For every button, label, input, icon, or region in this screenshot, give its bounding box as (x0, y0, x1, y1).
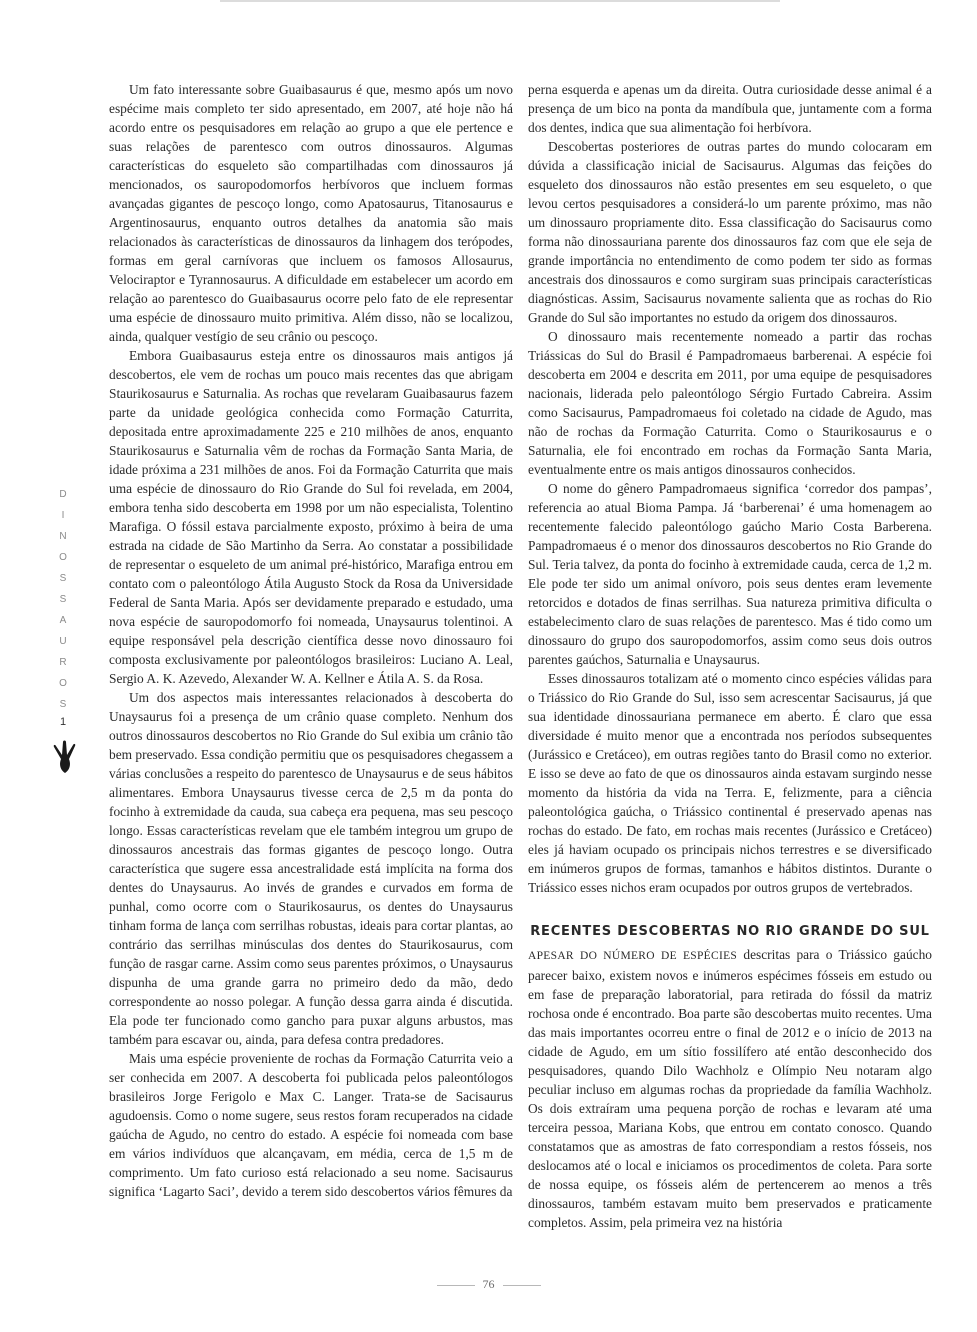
side-letter: O (59, 552, 67, 563)
side-letter: D (59, 489, 67, 500)
side-letter: S (59, 573, 67, 584)
chapter-side-label (56, 484, 70, 715)
body-paragraph: perna esquerda e apenas um da direita. Outra curiosidade desse animal é a presença de um bico na ponta da mandíbula que, juntamente com a forma dos dentes, indica que sua alimentação foi herbívora. (528, 82, 932, 135)
side-letter: I (61, 510, 65, 521)
dinosaur-footprint-icon (50, 740, 80, 774)
left-column (109, 80, 513, 1201)
body-paragraph: Embora Guaibasaurus esteja entre os dinossauros mais antigos já descobertos, ele vem de rochas um pouco mais recentes das que abrigam Staurikosaurus e Saturnalia. As rochas que revelaram Guaibasaurus fazem parte da unidade geológica conhecida como Formação Caturrita, depositada entre aproximadamente 225 e 210 milhões de anos, enquanto Staurikosaurus e Saturnalia vêm de rochas da Formação Santa Maria, de idade próxima a 231 milhões de anos. Foi da Formação Caturrita que mais uma espécie de dinossauro do Rio Grande do Sul foi revelada, em 2004, embora tenha sido descoberta em 1998 por um não especialista, Tolentino Marafiga. O fóssil estava parcialmente exposto, próximo à beira de uma estrada na cidade de São Martinho da Serra. Ao constatar a possibilidade de representar o esqueleto de um animal pré-histórico, Marafiga entrou em contato com o paleontólogo Átila Augusto Stock da Rosa da Universidade Federal de Santa Maria. Após ser devidamente preparado e estudado, uma nova espécie de sauropodomorfo foi nomeada, Unaysaurus tolentinoi. A equipe responsável pela descrição científica desse novo dinossauro foi composta exclusivamente por paleontólogos brasileiros: Luciano A. Leal, Sergio A. K. Azevedo, Alexander W. A. Kellner e Átila A. S. da Rosa. (109, 348, 513, 686)
side-letter: A (59, 615, 67, 626)
section-body: descritas para o Triássico gaúcho parecer baixo, existem novos e inúmeros espécimes fósseis em estudo ou em fase de preparação laboratorial, para retirada do fóssil da matriz rochosa onde é encontrado. Boa parte são descobertas muito recentes. Uma das mais importantes ocorreu entre o final de 2012 e o início de 2013 na cidade de Agudo, em um sítio fossilífero até então desconhecido dos pesquisadores, quando Dilo Wachholz e Olímpio Neu notaram algo peculiar incluso em algumas rochas da propriedade da família Wachholz. Os dois extraíram uma pequena porção de rochas e levaram até uma terceira pessoa, Mariana Kobs, que entrou em contato conosco. Quando constatamos que as amostras de fato correspondiam a restos fósseis, nos deslocamos até o local e iniciamos os procedimentos de coleta. Para sorte de nossa equipe, os fósseis além de pertencerem ao menos a três dinossauros, também estavam muito bem preservados e praticamente completos. Assim, pela primeira vez na história (528, 947, 932, 1230)
section-lead-in: APESAR DO NÚMERO DE ESPÉCIES (528, 950, 738, 962)
page-footer (0, 1277, 977, 1292)
side-letter: S (59, 594, 67, 605)
body-paragraph: Mais uma espécie proveniente de rochas da Formação Caturrita veio a ser conhecida em 2007. A descoberta foi publicada pelos paleontólogos brasileiros Jorge Ferigolo e Max C. Langer. Trata-se de Sacisaurus agudoensis. Como o nome sugere, seus restos foram recuperados na cidade gaúcha de Agudo, no centro do estado. A espécie foi nomeada com base em vários indivíduos que alcançavam, em média, cerca de 1,5 m de comprimento. Um fato curioso está relacionado a seu nome. Sacisaurus significa ‘Lagarto Saci’, devido a terem sido descobertos vários fêmures da (109, 1051, 513, 1199)
right-column (528, 80, 932, 1232)
body-paragraph: Esses dinossauros totalizam até o momento cinco espécies válidas para o Triássico do Rio Grande do Sul, isso sem acrescentar Sacisaurus, já que sua identidade dinossauriana permanece em aberto. É claro que essa diversidade é muito menor que a encontrada nos períodos subsequentes (Jurássico e Cretáceo), em outras regiões tanto do Brasil como no exterior. E isso se deve ao fato de que os dinossauros ainda estavam surgindo nesse momento da história da vida na Terra. E, felizmente, para a ciência paleontológica gaúcha, o Triássico continental é preservado apenas nas rochas do estado. De fato, em rochas mais recentes (Jurássico e Cretáceo) eles já haviam ocupado os principais nichos terrestres e se diversificado em inúmeros grupos de formas, tamanhos e hábitos distintos. Durante o Triássico esses nichos eram ocupados por outros grupos de vertebrados. (528, 671, 932, 895)
body-paragraph: Descobertas posteriores de outras partes do mundo colocaram em dúvida a classificação inicial de Sacisaurus. Algumas das feições do esqueleto dos dinossauros não estão presentes em seu esqueleto, o que levou certos pesquisadores a considerá-lo um parente próximo, mas não um dinossauro propriamente dito. Essa classificação do Sacisaurus como forma não dinossauriana parente dos dinossauros faz com que ele seja de grande importância no entendimento de como podem ter sido as formas ancestrais dos dinossauros e como surgiram suas principais características diagnósticas. Assim, Sacisaurus novamente salienta que as rochas do Rio Grande do Sul são importantes no estudo da origem dos dinossauros. (528, 139, 932, 325)
chapter-number: 1 (59, 716, 67, 728)
body-paragraph: O nome do gênero Pampadromaeus significa ‘corredor dos pampas’, referencia ao atual Bioma Pampa. Já ‘barberenai’ é uma homenagem ao recentemente falecido paleontólogo gaúcho Mario Costa Barberena. Pampadromaeus é o menor dos dinossauros descobertos no Rio Grande do Sul. Teria talvez, da ponta do focinho à extremidade cauda, cerca de 1,2 m. Ele pode ter sido um animal onívoro, pois seus dentes eram levemente retorcidos e dotados de finas serrilhas. Sua natureza primitiva dificulta o estabelecimento claro de suas relações de parentesco. Mas é tido como um dinossauro do grupo dos sauropodomorfos, assim como seus dois outros parentes gaúchos, Saturnalia e Unaysaurus. (528, 481, 932, 667)
side-letter: U (59, 636, 67, 647)
side-letter: S (59, 699, 67, 710)
section-heading: RECENTES DESCOBERTAS NO RIO GRANDE DO SUL (530, 924, 930, 939)
section-paragraph (528, 945, 932, 1232)
footer-rule-left (437, 1285, 475, 1286)
top-rule (220, 0, 780, 2)
side-letter: R (59, 657, 67, 668)
body-paragraph: Um fato interessante sobre Guaibasaurus é que, mesmo após um novo espécime mais completo ter sido apresentado, em 2007, até hoje não há acordo entre os pesquisadores em relação ao grupo a que ele pertence e suas relações de parentesco com outros dinossauros. Algumas características do esqueleto são compartilhadas com dinossauros já mencionados, os sauropodomorfos herbívoros que incluem formas avançadas gigantes de pescoço longo, como Apatosaurus, Titanosaurus e Argentinosaurus, enquanto outros detalhes da anatomia são mais relacionados às características de dinossauros da linhagem dos terópodes, formas em geral carnívoras que incluem os famosos Allosaurus, Velociraptor e Tyrannosaurus. A dificuldade em estabelecer um acordo em relação ao parentesco do Guaibasaurus ocorre pelo fato de ele representar uma espécie de dinossauro muito primitiva. Além disso, não se localizou, ainda, qualquer vestígio de seu crânio ou pescoço. (109, 82, 513, 344)
side-letter: N (59, 531, 67, 542)
page-number: 76 (482, 1277, 495, 1291)
body-paragraph: Um dos aspectos mais interessantes relacionados à descoberta do Unaysaurus foi a presença de um crânio quase completo. Nenhum dos outros dinossauros descobertos no Rio Grande do Sul exibia um crânio tão bem preservado. Essa condição permitiu que os pesquisadores chegassem a várias conclusões a respeito do parentesco de Unaysaurus e de seus hábitos alimentares. Embora Unaysaurus tivesse cerca de 2,5 m da ponta do focinho à extremidade da cauda, sua cabeça era pequena, mas seu pescoço longo. Essas características revelam que ele também integrou um grupo de dinossauros ancestrais das formas gigantes de pescoço longo. Outra característica que sugere essa ancestralidade está implícita na forma dos dentes do Unaysaurus. Ao invés de grandes e curvados em forma de punhal, como ocorre com o Staurikosaurus, os dentes do Unaysaurus tinham forma de lança com serrilhas robustas, ideais para cortar plantas, ao contrário das serrilhas minúsculas dos dentes do Staurikosaurus, com função de rasgar carne. Assim como seus parentes próximos, o Unaysaurus dispunha de uma grande garra no primeiro dedo da mão, dedo correspondente ao nosso polegar. A função dessa garra ainda é discutida. Ela pode ter funcionado como gancho para puxar alguns arbustos, mas também para escavar ou, ainda, para defesa contra predadores. (109, 690, 513, 1047)
side-letter: O (59, 678, 67, 689)
body-paragraph: O dinossauro mais recentemente nomeado a partir das rochas Triássicas do Sul do Brasil é Pampadromaeus barberenai. A espécie foi descoberta em 2004 e descrita em 2011, por uma equipe de pesquisadores nacionais, liderada pelo paleontólogo Sérgio Furtado Cabreira. Assim como Sacisaurus, Pampadromaeus foi coletado na cidade de Agudo, mas não de rochas da Formação Caturrita. Como o Staurikosaurus e o Saturnalia, ele foi encontrado em rochas da Formação Santa Maria, eventualmente entre os mais antigos dinossauros conhecidos. (528, 329, 932, 477)
footer-rule-right (503, 1285, 541, 1286)
